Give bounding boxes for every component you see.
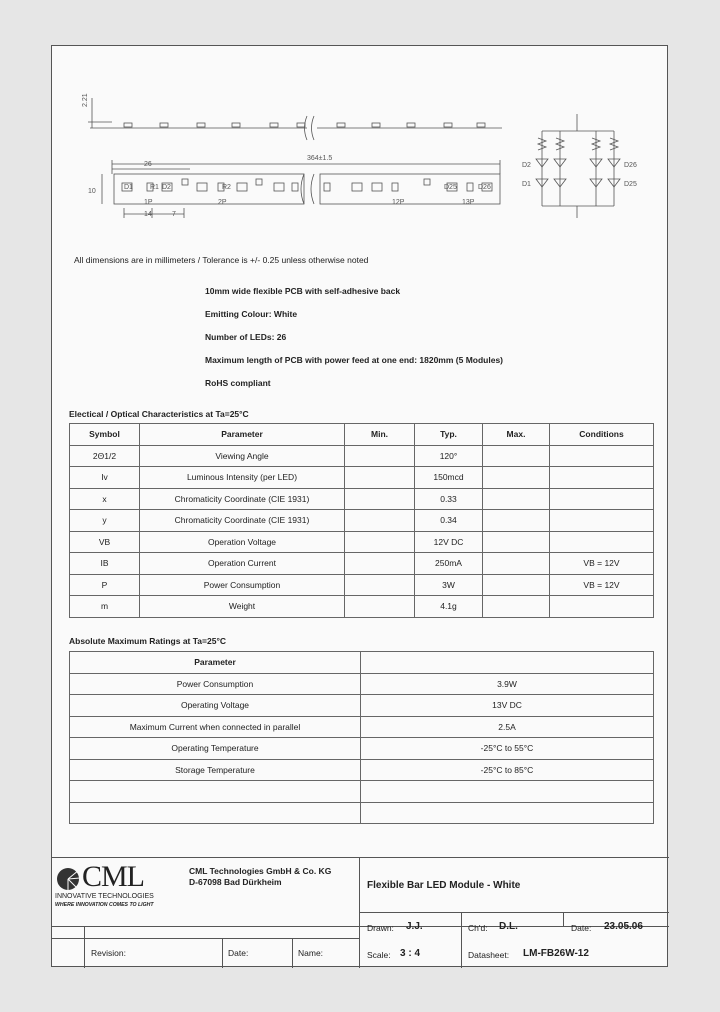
label-pos-2: 2P <box>218 199 227 206</box>
table-row <box>70 802 654 824</box>
dim-segment: 26 <box>144 161 152 168</box>
table-cell: -25°C to 85°C <box>361 759 654 781</box>
table-cell: 2Θ1/2 <box>70 445 140 467</box>
table-row <box>70 553 654 575</box>
table-cell <box>70 802 361 824</box>
table-cell: 250mA <box>415 553 483 575</box>
table-cell <box>483 488 550 510</box>
table-cell: x <box>70 488 140 510</box>
label-d25: D25 <box>444 184 457 191</box>
logo-tag: WHERE INNOVATION COMES TO LIGHT <box>55 902 154 908</box>
table-row <box>70 510 654 532</box>
table-cell <box>483 574 550 596</box>
drawing-sheet <box>51 45 668 967</box>
absolute-table <box>69 651 654 824</box>
table-cell <box>550 510 654 532</box>
table-cell: -25°C to 55°C <box>361 738 654 760</box>
table-cell <box>550 467 654 489</box>
schem-d25: D25 <box>624 181 637 188</box>
table-row <box>70 781 654 803</box>
absolute-title: Absolute Maximum Ratings at Ta=25°C <box>69 636 226 646</box>
table-row <box>70 531 654 553</box>
electrical-title: Electical / Optical Characteristics at Ta=25°C <box>69 409 249 419</box>
scale-value: 3 : 4 <box>400 948 421 959</box>
table-cell: 0.33 <box>415 488 483 510</box>
table-cell: Operating Temperature <box>70 738 361 760</box>
revision-date-label: Date: <box>228 948 249 958</box>
header-cell: Conditions <box>550 424 654 446</box>
table-cell <box>550 488 654 510</box>
drawn-label: Drawn: <box>367 923 394 933</box>
dim-total: 364±1.5 <box>307 155 333 162</box>
table-cell <box>345 553 415 575</box>
table-cell <box>345 445 415 467</box>
table-row <box>70 738 654 760</box>
dim-width: 10 <box>88 188 96 195</box>
header-cell: Typ. <box>415 424 483 446</box>
table-cell: 4.1g <box>415 596 483 618</box>
table-cell <box>361 781 654 803</box>
table-cell <box>70 781 361 803</box>
feature-2: Emitting Colour: White <box>205 309 298 319</box>
table-cell: 120° <box>415 445 483 467</box>
table-cell <box>483 553 550 575</box>
schem-d26: D26 <box>624 162 637 169</box>
table-cell <box>345 467 415 489</box>
table-cell: Luminous Intensity (per LED) <box>140 467 345 489</box>
product-title: Flexible Bar LED Module - White <box>367 880 521 891</box>
table-cell: Power Consumption <box>70 673 361 695</box>
table-cell: VB <box>70 531 140 553</box>
table-cell: 13V DC <box>361 695 654 717</box>
label-pos-1: 1P <box>144 199 153 206</box>
table-row <box>70 596 654 618</box>
table-cell <box>345 488 415 510</box>
header-cell: Parameter <box>70 652 361 674</box>
schem-d1: D1 <box>522 181 531 188</box>
table-cell: y <box>70 510 140 532</box>
table-cell: 12V DC <box>415 531 483 553</box>
table-cell: 3.9W <box>361 673 654 695</box>
table-cell: Maximum Current when connected in parallel <box>70 716 361 738</box>
label-pos-12: 12P <box>392 199 405 206</box>
table-cell: m <box>70 596 140 618</box>
feature-5: RoHS compliant <box>205 378 271 388</box>
table-cell: VB = 12V <box>550 574 654 596</box>
table-row <box>70 574 654 596</box>
tolerance-note: All dimensions are in millimeters / Tolerance is +/- 0.25 unless otherwise noted <box>74 255 369 265</box>
dim-pitch-b: 7 <box>172 211 176 218</box>
checked-label: Ch'd: <box>468 923 488 933</box>
feature-3: Number of LEDs: 26 <box>205 332 287 342</box>
date-label: Date: <box>571 923 592 933</box>
checked-value: D.L. <box>499 921 518 932</box>
dim-thickness: 2.21 <box>82 93 89 107</box>
electrical-table <box>69 423 654 618</box>
table-row <box>70 695 654 717</box>
table-row <box>70 467 654 489</box>
label-d2: D2 <box>162 184 171 191</box>
table-cell <box>483 596 550 618</box>
header-cell: Symbol <box>70 424 140 446</box>
table-cell: Operating Voltage <box>70 695 361 717</box>
name-label: Name: <box>298 948 324 958</box>
table-header-row <box>70 424 654 446</box>
table-cell <box>483 510 550 532</box>
table-cell <box>345 596 415 618</box>
table-row <box>70 673 654 695</box>
header-cell <box>361 652 654 674</box>
table-cell <box>483 531 550 553</box>
cml-logo <box>55 862 173 910</box>
label-r1: R1 <box>150 184 159 191</box>
table-cell: 3W <box>415 574 483 596</box>
label-d1: D1 <box>124 184 133 191</box>
table-cell <box>483 467 550 489</box>
table-cell <box>345 510 415 532</box>
header-cell: Parameter <box>140 424 345 446</box>
label-r2: R2 <box>222 184 231 191</box>
table-row <box>70 445 654 467</box>
table-cell: P <box>70 574 140 596</box>
company-address: D-67098 Bad Dürkheim <box>189 877 282 887</box>
pcb-drawing <box>52 46 669 236</box>
schem-d2: D2 <box>522 162 531 169</box>
revision-label: Revision: <box>91 948 126 958</box>
label-d26: D26 <box>478 184 491 191</box>
dim-pitch-a: 14 <box>144 211 152 218</box>
table-cell: 2.5A <box>361 716 654 738</box>
table-cell: Weight <box>140 596 345 618</box>
table-row <box>70 488 654 510</box>
table-cell: IB <box>70 553 140 575</box>
drawn-value: J.J. <box>406 921 423 932</box>
scale-label: Scale: <box>367 950 391 960</box>
table-cell <box>345 574 415 596</box>
logo-sub: INNOVATIVE TECHNOLOGIES <box>55 893 154 900</box>
table-cell <box>345 531 415 553</box>
table-cell: Power Consumption <box>140 574 345 596</box>
table-row <box>70 716 654 738</box>
table-cell <box>550 596 654 618</box>
feature-4: Maximum length of PCB with power feed at one end: 1820mm (5 Modules) <box>205 355 504 365</box>
table-cell: 0.34 <box>415 510 483 532</box>
table-cell: Viewing Angle <box>140 445 345 467</box>
company-name: CML Technologies GmbH & Co. KG <box>189 866 332 876</box>
label-pos-13: 13P <box>462 199 475 206</box>
feature-1: 10mm wide flexible PCB with self-adhesive back <box>205 286 401 296</box>
table-cell <box>550 531 654 553</box>
table-header-row <box>70 652 654 674</box>
logo-text: CML <box>82 860 145 893</box>
sunburst-icon <box>55 866 81 892</box>
table-cell <box>483 445 550 467</box>
datasheet-label: Datasheet: <box>468 950 510 960</box>
table-cell: Chromaticity Coordinate (CIE 1931) <box>140 488 345 510</box>
table-cell: VB = 12V <box>550 553 654 575</box>
table-cell: Iv <box>70 467 140 489</box>
table-cell: Operation Voltage <box>140 531 345 553</box>
header-cell: Max. <box>483 424 550 446</box>
table-cell: Operation Current <box>140 553 345 575</box>
table-row <box>70 759 654 781</box>
table-cell: Chromaticity Coordinate (CIE 1931) <box>140 510 345 532</box>
table-cell <box>550 445 654 467</box>
table-cell: Storage Temperature <box>70 759 361 781</box>
date-value: 23.05.06 <box>604 921 643 932</box>
datasheet-value: LM-FB26W-12 <box>523 948 589 959</box>
table-cell: 150mcd <box>415 467 483 489</box>
header-cell: Min. <box>345 424 415 446</box>
table-cell <box>361 802 654 824</box>
